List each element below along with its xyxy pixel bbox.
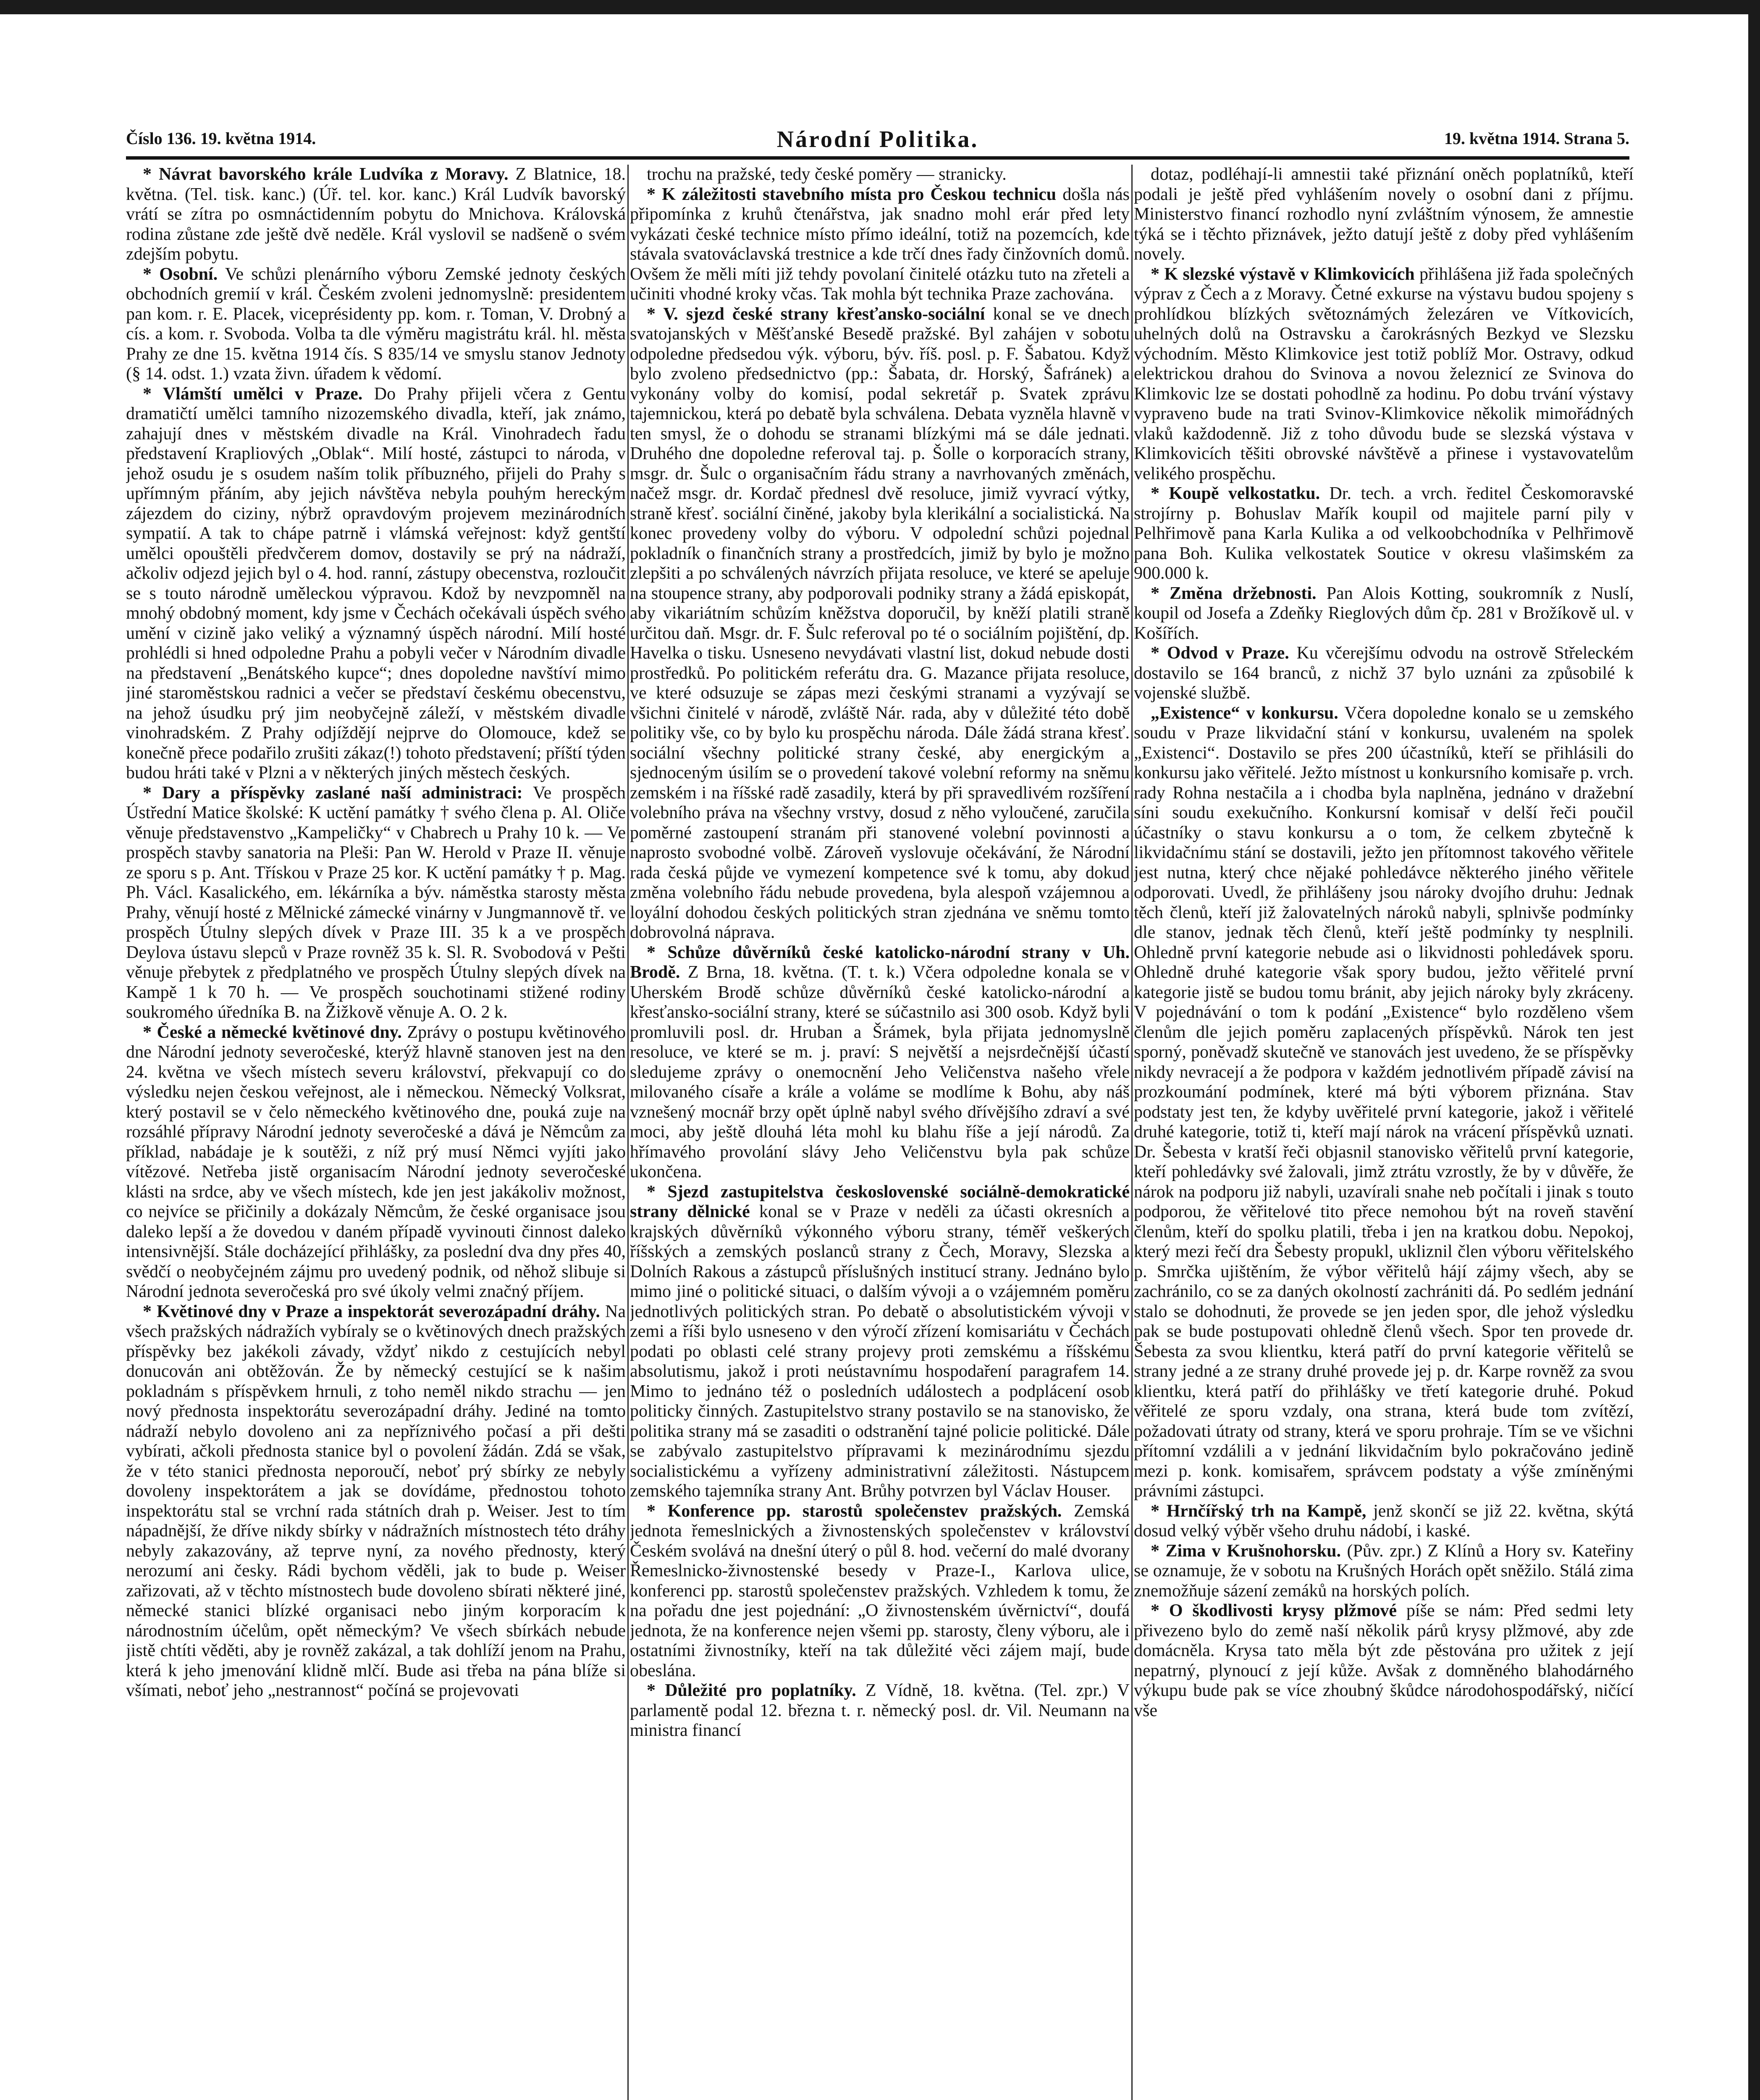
article-text: konal se ve dnech svatojanských v Měšťanské Besedě pražské. Byl zahájen v sobotu odpoledne předsedou výk. výboru, býv. říš. posl. p. F. Šabatou. Když bylo zvoleno předsednictvo (pp.: Šabata, dr. Horský, Šafránek) a vykonány volby do komisí, podal sekretář p. Svatek zprávu tajemnickou, která po debatě byla schválena. Debata vyzněla hlavně v ten smysl, že o dohodu se stranami blízkými má se dále jednati. Druhého dne dopoledne referoval taj. p. Šolle o korporacích strany, msgr. dr. Šulc o organisačním řádu strany a navrhovaných změnách, načež msgr. dr. Kordač přednesl dvě resoluce, jimiž vyvrací výtky, straně křesť. sociální činěné, jakoby byla klerikální a socialistická. Na konec provedeny volby do výboru. V odpolední schůzi pojednal pokladník o finančních strany a prostředcích, jimiž by bylo je možno zlepšiti a po schválených návrzích přijata resoluce, ve které se apeluje na stoupence strany, aby podporovali podniky strany a žádá episkopát, aby vikariátním schůzím kněžstva doporučil, by kněží platili straně určitou daň. Msgr. dr. F. Šulc referoval po té o sociálním pojištění, dp. Havelka o tisku. Usneseno nevydávati vlastní list, dokud nebude dosti prostředků. Po politickém referátu drа. G. Mazance přijata resoluce, ve které odsuzuje se zápas mezi českými stranami a vyzývají se všichni činitelé v národě, zvláště Nár. rada, aby v důležité této době politiky vše, co by bylo ku prospěchu národa. Dále žádá strana křesť. sociální všechny politické strany české, aby energickým a sjednoceným úsilím se o provedení takové volební reformy na sněmu zemském i na říšské radě zasadily, která by při spravedlivém rozšíření volebního práva na všechny vrstvy, dosud z něho vyloučené, zaručila poměrné zastoupení stranám při stanovené volební povinnosti a naprosto svobodné volbě. Zároveň vyslovuje očekávání, že Národní rada česká půjde ve vymezení kompetence své k tomu, aby dokud změna volebního řádu nebude provedena, byla alespoň vzájemnou a loyální dohodou českých politických stran zjednána ve sněmu tomto dobrovolná náprava. [630, 304, 1130, 942]
article-paragraph [126, 1023, 626, 1302]
article-headline: * K slezské výstavě v Klimkovicích [1151, 264, 1415, 284]
article-headline: * České a německé květinové dny. [143, 1022, 402, 1042]
article-paragraph [1134, 584, 1634, 644]
article-text: Včera dopoledne konalo se u zemského soudu v Praze likvidační stání v konkursu, uvaleném na spolek „Existenci“. Dostavilo se přes 200 účastníků, kteří se přihlásili do konkursu jako věřitelé. Ježto místnost u konkursního komisaře p. vrch. rady Rohna nestačila a i chodba byla naplněna, jednáno v dražební síni soudu exekučního. Konkursní komisař v delší řeči poučil účastníky o stavu konkursu a o tom, že celkem zbytečně k likvidačnímu stání se dostavili, ježto jen přítomnost takového věřitele jest nutna, který chce nějaké pohledávce některého jiného věřitele odporovati. Uvedl, že přihlášeny jsou nároky dvojího druhu: Jednak těch členů, kteří již žalovatelných nároků nabyli, splnivše podmínky dle stanov, jednak těch členů, kteří ještě podmínky ty nesplnili. Ohledně první kategorie nebude asi o likvidnosti pohledávek sporu. Ohledně druhé kategorie však spory budou, ježto věřitelé první kategorie jistě se budou tomu bránit, aby jejich nároky byly zkráceny. V pojednávání o tom k podání „Existence“ bylo rozděleno všem členům dle jejich poměru zaplacených příspěvků. Nárok ten jest sporný, poněvadž skutečně ve stanovách jest uvedeno, že se příspěvky nikdy nevracejí a že podpora v každém jednotlivém případě závisí na prozkoumání podmínek, které má býti výborem přiznána. Stav podstaty jest ten, že kdyby uvěřitelé první kategorie, jakož i věřitelé druhé kategorie, totiž ti, kteří mají nárok na vrácení příspěvků uznati. Dr. Šebesta v kratší řeči objasnil stanovisko věřitelů první kategorie, kteří pohledávky své žalovali, jimž ztrátu vzrostly, že by v důvěře, že nárok na podporu již nabyli, uzavírali snahe neb počítali i jinak s touto podporou, že věřitelové tito přece nemohou být na roveň stavění členům, kteří do spolku platili, třeba i jen na kratkou dobu. Nepokoj, který mezi řečí dra Šebesty propukl, ukliznil člen výboru věřitelského p. Smrčka ujištěním, že výbor věřitelů hájí zájmy všech, aby se zachránilo, co se za daných okolností zachrániti dá. Po sedlém jednání stalo se dohodnuti, že provede se jen jeden spor, dle jehož výsledku pak se bude postupovati ohledně členů všech. Spor ten provede dr. Šebesta za svou klientku, která patří do první kategorie věřitelů se strany jedné a ze strany druhé provede jej p. dr. Karpe rovněž za svou klientku, která patří do přihlášky ve třetí kategorie druhé. Pokud věřitelé ze sporu vzdaly, ona strana, která bude tom zvítězí, požadovati útraty od strany, která ve sporu prohraje. Tím se ve všichni přítomní vzdálili a v jednání likvidačním bylo pokračováno jedině mezi p. konk. komisařem, správcem podstaty a výše zmíněnými právními zástupci. [1134, 703, 1634, 1501]
column-1 [126, 165, 626, 2100]
article-headline: * Osobní. [143, 264, 218, 284]
article-text: Zemská jednota řemeslnických a živnostenských společenstev v království Českém svolává na dnešní úterý o půl 8. hod. večerní do malé dvorany Řemeslnicko-živnostenské besedy v Praze-I., Karlova ulice, konferenci pp. starostů společenstev pražských. Vzhledem k tomu, že na pořadu dne jest pojednání: „O živnostenském úvěrnictví“, doufá jednota, že na konference nejen všemi pp. starosty, členy výboru, ale i ostatními živnostníky, kteří na tak důležité věci zájem mají, bude obeslána. [630, 1501, 1130, 1680]
article-text: Do Prahy přijeli včera z Gentu dramatičtí umělci tamního nizozemského divadla, kteří, jak známo, zahajují dnes v městském divadle na Král. Vinohradech řadu představení Krapliových „Oblak“. Milí hosté, zástupci to národa, v jehož osudu je s osudem naším tolik příbuzného, přijeli do Prahy s upřímným přáním, aby jejich návštěva nebyla pouhým hereckým zájezdem do ciziny, nýbrž opravdovým projevem mezinárodních sympatií. A tak to chápe patrně i vlámská veřejnost: když gentští umělci opouštěli předvčerem domov, dostavily se prý na nádraží, ačkoliv odjezd jejich byl o 4. hod. ranní, zástupy obecenstva, rozloučit se s touto národně uměleckou výpravou. Kdož by nevzpomněl na mnohý obdobný moment, kdy jsme v Čechách očekávali úspěch svého umění v cizině jako veliký a významný úspěch národní. Milí hosté prohlédli si hned odpoledne Prahu a pobyli večer v Národním divadle na představení „Benátského kupce“; dnes dopoledne navštíví mimo jiné staroměstskou radnici a večer se představí českému obecenstvu, na jehož úsudku prý jim neobyčejně záleží, v městském divadle vinohradském. Z Prahy odjíždějí nejprve do Olomouce, kdež se konečně přece podařilo zrušiti zákaz(!) tohoto představení; příští týden budou hráti také v Plzni a v některých jiných městech českých. [126, 384, 626, 782]
article-headline: * Vlámští umělci v Praze. [143, 384, 363, 404]
header-date-page: 19. května 1914. Strana 5. [1444, 129, 1629, 148]
article-headline: * Dary a příspěvky zaslané naší administraci: [143, 783, 523, 803]
column-divider [627, 165, 629, 2100]
article-headline: * Odvod v Praze. [1151, 643, 1289, 663]
article-headline: * V. sjezd české strany křesťansko-sociální [647, 304, 985, 324]
article-paragraph [1134, 484, 1634, 584]
article-paragraph [630, 165, 1130, 185]
article-headline: * Koupě velkostatku. [1151, 484, 1320, 503]
article-paragraph [630, 185, 1130, 304]
article-headline: * Květinové dny v Praze a inspektorát severozápadní dráhy. [143, 1302, 600, 1321]
article-paragraph [1134, 643, 1634, 704]
article-headline: * Schůze důvěrníků české katolicko-národní strany v Uh. Brodě. [630, 942, 1130, 982]
scan-edge-top [0, 0, 1760, 14]
article-text: Z Vídně, 18. května. (Tel. zpr.) V parlamentě podal 12. března t. r. německý posl. dr. Vil. Neumann na ministra financí [630, 1681, 1130, 1740]
article-text: přihlášena již řada společných výprav z Čech a z Moravy. Četné exkurse na výstavu budou spojeny s prohlídkou blízkých světoznámých železáren ve Vítkovicích, uhelných dolů na Ostravsku a čarokrásných Bezkyd ve Slezsku východním. Město Klimkovice jest totiž poblíž Mor. Ostravy, odkud elektrickou drahou do Svinova a novou železnicí ze Svinova do Klimkovic lze se dostati pohodlně za hodinu. Po dobu trvání výstavy vypraveno bude na trati Svinov-Klimkovice několik mimořádných vlaků každodenně. Již z toho důvodu bude se slezská výstava v Klimkovicích těšiti obrovské návštěvě a přinese i vystavovatelům velikého prospěchu. [1134, 264, 1634, 483]
article-headline: * Sjezd zastupitelstva československé sociálně-demokratické strany dělnické [630, 1182, 1130, 1221]
article-text: píše se nám: Před sedmi lety přivezeno bylo do země naší několik párů krysy plžmové, aby zde domácněla. Krysa tato měla být zde pěstována pro užitek z její nepatrný, plynoucí z její kůže. Avšak z domněného blahodárného výkupu bude pak se více zhoubný škůdce národohospodářský, ničící vše [1134, 1601, 1634, 1720]
article-paragraph [1134, 165, 1634, 265]
article-headline: * K záležitosti stavebního místa pro Českou technicu [647, 184, 1057, 204]
article-text: Ve prospěch Ústřední Matice školské: K uctění památky † svého člena p. Al. Oliče věnuje představenstvo „Kampeličky“ v Chabrech u Prahy 10 k. — Ve prospěch stavby sanatoria na Pleši: Pan W. Herold v Praze II. věnuje ze sporu s p. Ant. Třískou v Praze 25 kor. K uctění památky † p. Mag. Ph. Václ. Kasalického, em. lékárníka a býv. náměstka starosty města Prahy, věnují hosté z Mělnické zámecké vinárny v Jungmannově tř. ve prospěch Útulny slepých dívek v Praze III. 35 k a ve prospěch Deylova ústavu slepců v Praze rovněž 35 k. Sl. R. Svobodová v Pešti věnuje přebytek z předplatného ve prospěch Útulny slepých dívek na Kampě 1 k 70 h. — Ve prospěch souchotinami stižené rodiny soukromého úředníka B. na Žižkově věnuje A. O. 2 k. [126, 783, 626, 1022]
article-text: Z Blatnice, 18. května. (Tel. tisk. kanc.) (Úř. tel. kor. kanc.) Král Ludvík bavorský vrátí se zítra po osmnáctidenním pobytu do Mnichova. Královská rodina zůstane zde ještě dvě neděle. Král vyslovil se nadšeně o svém zdejším pobytu. [126, 165, 626, 264]
scan-edge-right [1748, 0, 1760, 2100]
article-headline: * Návrat bavorského krále Ludvíka z Moravy. [143, 165, 509, 184]
article-paragraph [1134, 265, 1634, 484]
article-paragraph [1134, 1601, 1634, 1721]
article-headline: * Hrnčířský trh na Kampě, [1151, 1501, 1367, 1521]
article-paragraph [126, 384, 626, 783]
article-headline: * Konference pp. starostů společenstev pražských. [647, 1501, 1062, 1521]
column-3 [1134, 165, 1634, 2100]
article-text: Zprávy o postupu květinového dne Národní jednoty severočeské, kterýž hlavně stanoven jest na den 24. května ve všech místech severu království, překvapují co do výsledku nejen českou veřejnost, ale i německou. Německý Volksrat, který postavil se v čelo německého květinového dne, pouká zuje na rozsáhlé přípravy Národní jednoty severočeské a dává je Němcům za příklad, nabádaje je k soutěži, z níž prý musí Němci vyjíti jako vítězové. Netřeba jistě organisacím Národní jednoty severočeské klásti na srdce, aby ve všech místech, kde jen jest jakákoliv možnost, co nejvíce se přičinily a dokázaly Němcům, že české organisace jsou daleko lepší a že dovedou v daném případě vyvinouti činnost daleko intensivnější. Stále docházející přihlášky, za poslední dva dny přes 40, svědčí o neobyčejném zájmu pro uvedený podnik, od něhož slibuje si Národní jednota severočeská pro své úkoly velmi značný příjem. [126, 1022, 626, 1301]
article-paragraph [126, 783, 626, 1023]
article-paragraph [630, 304, 1130, 943]
article-paragraph [630, 1502, 1130, 1681]
header-rule [126, 156, 1629, 160]
article-headline: * Změna držebnosti. [1151, 583, 1317, 603]
article-headline: * Důležité pro poplatníky. [647, 1681, 856, 1700]
article-text: Z Brna, 18. května. (T. t. k.) Včera odpoledne konala se v Uherském Brodě schůze důvěrníků české katolicko-národní a křesťansko-sociální strany, které se súčastnilo asi 300 osob. Když byli promluvili posl. dr. Hruban a Šrámek, byla přijata jednomyslně resoluce, ve které se m. j. praví: S největší a nejsrdečnější účastí sledujeme zprávy o onemocnění Jeho Veličenstva našeho vřele milovaného císaře a krále a voláme se modlíme k Bohu, aby náš vznešený mocnář brzy opět úplně nabyl svého dřívějšího zdraví a své moci, aby ještě dlouhá léta mohl ku blahu říše a její národů. Za hřímavého provolání slávy Jeho Veličenstvu byla pak schůze ukončena. [630, 963, 1130, 1181]
article-paragraph [1134, 704, 1634, 1502]
article-text: jenž skončí se již 22. května, skýtá dosud velký výběr všeho druhu nádobí, i kaské. [1134, 1501, 1634, 1541]
page-header [126, 126, 1629, 155]
article-paragraph [630, 1182, 1130, 1502]
article-headline: * O škodlivosti krysy plžmové [1151, 1601, 1397, 1620]
article-headline: * Zima v Krušnohorsku. [1151, 1541, 1341, 1561]
masthead-title: Národní Politika. [776, 126, 979, 152]
article-text: došla nás připomínka z kruhů čtenářstva, jak snadno mohl erár před lety vykázati české technice místo přímo ideální, totiž na pozemcích, kde stávala svatováclavská trestnice a kde trčí dnes řady činžovních domů. Ovšem že měli míti již tehdy povolaní činitelé otázku tuto na zřeteli a učiniti vhodné kroky včas. Tak mohla být technika Praze zachována. [630, 184, 1130, 304]
article-paragraph [126, 165, 626, 265]
article-paragraph [630, 943, 1130, 1182]
article-paragraph [126, 265, 626, 384]
article-text: dotaz, podléhají-li amnestii také přiznání oněch poplatníků, kteří podali je ještě před vyhlášením novely o osobní dani z příjmu. Ministerstvo financí rozhodlo nyní zvláštním výnosem, že amnestie týká se i těchto přiznávek, ježto datují ještě z doby před vyhlášením novely. [1134, 165, 1634, 264]
article-paragraph [1134, 1502, 1634, 1541]
column-2 [630, 165, 1130, 2100]
article-paragraph [1134, 1541, 1634, 1601]
article-text: Ve schůzi plenárního výboru Zemské jednoty českých obchodních gremií v král. Českém zvoleni jednomyslně: presidentem pan kom. r. E. Placek, viceprésidenty pp. kom. r. Toman, V. Drobný a cís. a kom. r. Svoboda. Volba ta dle výměru magistrátu král. hl. města Prahy ze dne 15. května 1914 čís. S 835/14 ve smyslu stanov Jednoty (§ 14. odst. 1.) vzata živn. úřadem k vědomí. [126, 264, 626, 383]
article-text: konal se v Praze v neděli za účasti okresních a krajských důvěrníků výkonného výboru strany, téměř veškerých říšských a zemských poslanců strany z Čech, Moravy, Slezska a Dolních Rakous a zástupců příslušných institucí strany. Jednáno bylo mimo jiné o politické situaci, o dalším vývoji a o vzájemném poměru jednotlivých politických stran. Po debatě o absolutistickém vývoji v zemi a říši bylo usneseno v den výročí zřízení komisariátu v Čechách podati po oblasti celé strany projevy proti zemskému a říšskému absolutismu, jakož i proti neústavnímu hospodaření paragrafem 14. Mimo to jednáno též o posledních událostech a podplácení osob politicky činných. Zastupitelstvo strany postavilo se na stanovisko, že politika strany má se zasaditi o odstranění tajné policie politické. Dále se zabývalo zastupitelstvo přípravami k mezinárodnímu sjezdu socialistickému a vyřízeny administrativní záležitosti. Nástupcem zemského tajemníka strany Ant. Brůhy potvrzen byl Václav Houser. [630, 1202, 1130, 1501]
article-headline: „Existence“ v konkursu. [1151, 703, 1338, 723]
column-divider [1131, 165, 1133, 2100]
article-text: trochu na pražské, tedy české poměry — stranicky. [647, 165, 1007, 184]
article-paragraph [126, 1302, 626, 1701]
article-text: Ku včerejšímu odvodu na ostrově Střeleckém dostavilo se 164 branců, z nichž 37 bylo uznáni za způsobilé k vojenské službě. [1134, 643, 1634, 703]
article-text: Pan Alois Kotting, soukromník z Nuslí, koupil od Josefa a Zdeňky Rieglových dům čp. 281 v Brožíkově ul. v Košířích. [1134, 583, 1634, 643]
article-paragraph [630, 1681, 1130, 1741]
article-text: Na všech pražských nádražích vybíraly se o květinových dnech pražských příspěvky bez jakékoli závady, vždyť nikdo z cestujících nebyl donucován ani obtěžován. Že by německý cestující se k našim pokladnám s příspěvkem hrnuli, z toho neměl nikdo strachu — jen nový přednosta inspektorátu severozápadní dráhy. Jediné na tomto nádraží nebylo dovoleno ani za nepříznivého počasí a při dešti vybírati, ačkoli přednosta stanice byl o povolení žádán. Zdá se však, že v této stanici přednosta neporoučí, neboť prý sbírky ze nebyly dovoleny inspektorátem a jak se dovídáme, přednostou tohoto inspektorátu stal se vrchní rada státních drah p. Weiser. Jest to tím nápadnější, že dříve nikdy sbírky v nádražních místnostech této dráhy nebyly zakazovány, až teprve nyní, za nového přednosty, který nerozumí ani česky. Rádi bychom věděli, jak to bude p. Weiser zařizovati, až v těchto místnostech bude dovoleno sbírati některé jiné, německé stanici blízké organisaci nebo jiným korporacím k národnostním účelům, opět německým? Ve všech sbírkách nebude jistě chtíti věděti, aby je rovněž zakázal, a tak dohlíží jenom na Prahu, která k jeho jmenování klidně mlčí. Bude asi třeba na pána blíže si všímati, neboť jeho „nestrannost“ počíná se projevovati [126, 1302, 626, 1700]
article-text: (Pův. zpr.) Z Klínů a Hory sv. Kateřiny se oznamuje, že v sobotu na Krušných Horách opět sněžilo. Stálá zima znemožňuje sázení zemáků na horských polích. [1134, 1541, 1634, 1601]
header-issue: Číslo 136. 19. května 1914. [126, 129, 316, 148]
article-text: Dr. tech. a vrch. ředitel Českomoravské strojírny p. Bohuslav Mařík koupil od majitele parní pily v Pelhřimově pana Karla Kulika a od velkoobchodníka v Pelhřimově pana Boh. Kulika velkostatek Soutice v okresu vlašimském za 900.000 k. [1134, 484, 1634, 583]
